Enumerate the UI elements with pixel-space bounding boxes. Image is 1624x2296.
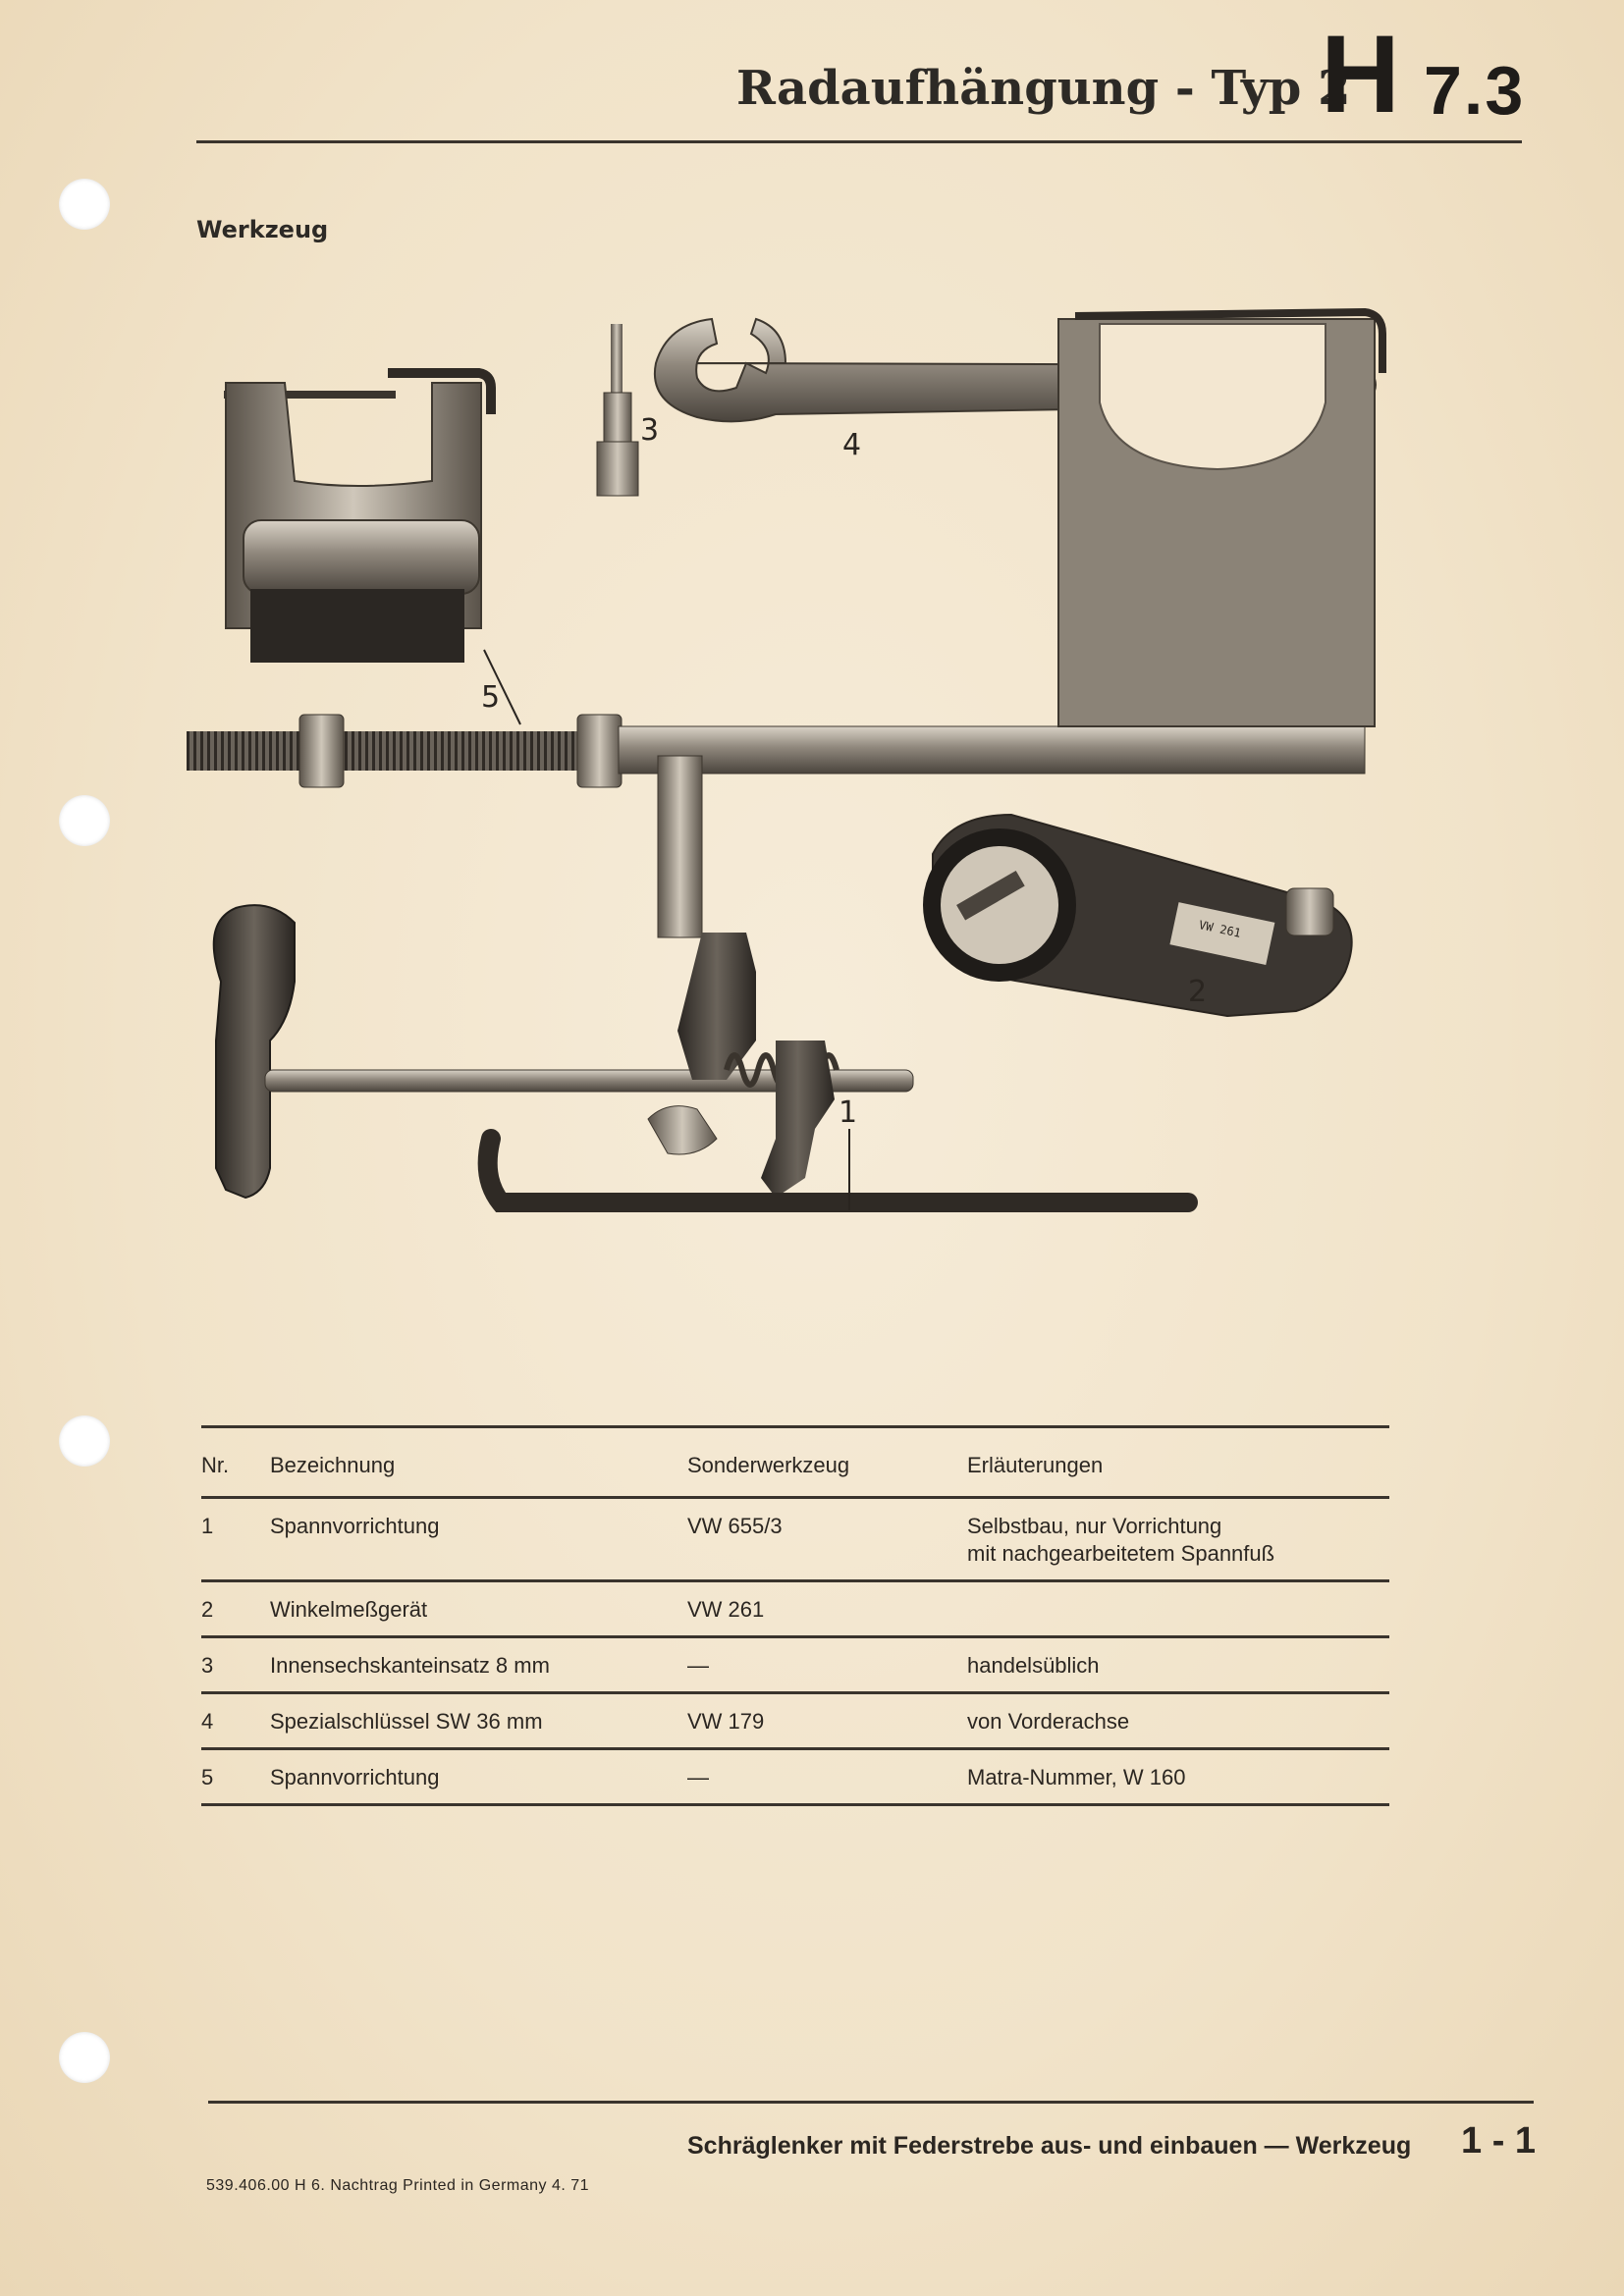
col-header-erlaeuterungen: Erläuterungen bbox=[967, 1433, 1389, 1498]
table-header-row bbox=[201, 1433, 1389, 1498]
footer-rule bbox=[208, 2101, 1534, 2104]
cell-erlaeuterungen bbox=[967, 1498, 1389, 1581]
cell-erlaeuterungen: Matra-Nummer, W 160 bbox=[967, 1749, 1389, 1805]
cell-sonderwerkzeug: VW 179 bbox=[687, 1693, 967, 1749]
innensechskant-einsatz bbox=[597, 324, 638, 496]
col-header-bezeichnung: Bezeichnung bbox=[270, 1433, 687, 1498]
tools-table bbox=[201, 1433, 1389, 1806]
table-row bbox=[201, 1498, 1389, 1581]
table-row bbox=[201, 1581, 1389, 1637]
cell-erlaeuterungen-line2: mit nachgearbeitetem Spannfuß bbox=[967, 1541, 1275, 1566]
table-row bbox=[201, 1637, 1389, 1693]
section-number: 7.3 bbox=[1424, 52, 1526, 129]
cell-erlaeuterungen bbox=[967, 1581, 1389, 1637]
punch-hole bbox=[59, 179, 110, 230]
cell-sonderwerkzeug: — bbox=[687, 1637, 967, 1693]
cell-nr: 5 bbox=[201, 1749, 270, 1805]
callout-1: 1 bbox=[839, 1095, 858, 1130]
punch-hole bbox=[59, 1415, 110, 1467]
callout-4: 4 bbox=[842, 428, 862, 462]
spannvorrichtung-clamp-block bbox=[224, 373, 491, 663]
cell-erlaeuterungen: handelsüblich bbox=[967, 1637, 1389, 1693]
callout-5: 5 bbox=[481, 680, 501, 715]
cell-nr: 2 bbox=[201, 1581, 270, 1637]
tools-illustration bbox=[187, 294, 1424, 1315]
cell-sonderwerkzeug: VW 655/3 bbox=[687, 1498, 967, 1581]
callout-2: 2 bbox=[1188, 975, 1208, 1009]
footer-title: Schräglenker mit Federstrebe aus- und einbauen — Werkzeug bbox=[687, 2132, 1412, 2160]
cell-sonderwerkzeug: VW 261 bbox=[687, 1581, 967, 1637]
col-header-nr: Nr. bbox=[201, 1433, 270, 1498]
page-number: 1 - 1 bbox=[1461, 2120, 1537, 2162]
table-row bbox=[201, 1693, 1389, 1749]
cell-bezeichnung: Spannvorrichtung bbox=[270, 1749, 687, 1805]
cell-nr: 4 bbox=[201, 1693, 270, 1749]
cell-sonderwerkzeug: — bbox=[687, 1749, 967, 1805]
table-row bbox=[201, 1749, 1389, 1805]
cell-erlaeuterungen-line1: Selbstbau, nur Vorrichtung bbox=[967, 1514, 1222, 1538]
cell-bezeichnung: Innensechskanteinsatz 8 mm bbox=[270, 1637, 687, 1693]
table-top-rule bbox=[201, 1425, 1389, 1428]
gauge-marking: VW 261 bbox=[1197, 918, 1243, 940]
punch-hole bbox=[59, 795, 110, 846]
page-title: Radaufhängung - Typ 2 bbox=[736, 61, 1351, 116]
cell-bezeichnung: Spannvorrichtung bbox=[270, 1498, 687, 1581]
cell-nr: 3 bbox=[201, 1637, 270, 1693]
section-letter: H bbox=[1321, 13, 1400, 135]
section-heading: Werkzeug bbox=[196, 216, 329, 243]
cell-erlaeuterungen: von Vorderachse bbox=[967, 1693, 1389, 1749]
col-header-sonderwerkzeug: Sonderwerkzeug bbox=[687, 1433, 967, 1498]
print-info: 539.406.00 H 6. Nachtrag Printed in Germany 4. 71 bbox=[206, 2177, 590, 2194]
cell-bezeichnung: Spezialschlüssel SW 36 mm bbox=[270, 1693, 687, 1749]
winkelmessgeraet bbox=[923, 815, 1352, 1016]
header-rule bbox=[196, 140, 1522, 143]
cell-nr: 1 bbox=[201, 1498, 270, 1581]
punch-hole bbox=[59, 2032, 110, 2083]
cell-bezeichnung: Winkelmeßgerät bbox=[270, 1581, 687, 1637]
callout-3: 3 bbox=[640, 413, 660, 448]
